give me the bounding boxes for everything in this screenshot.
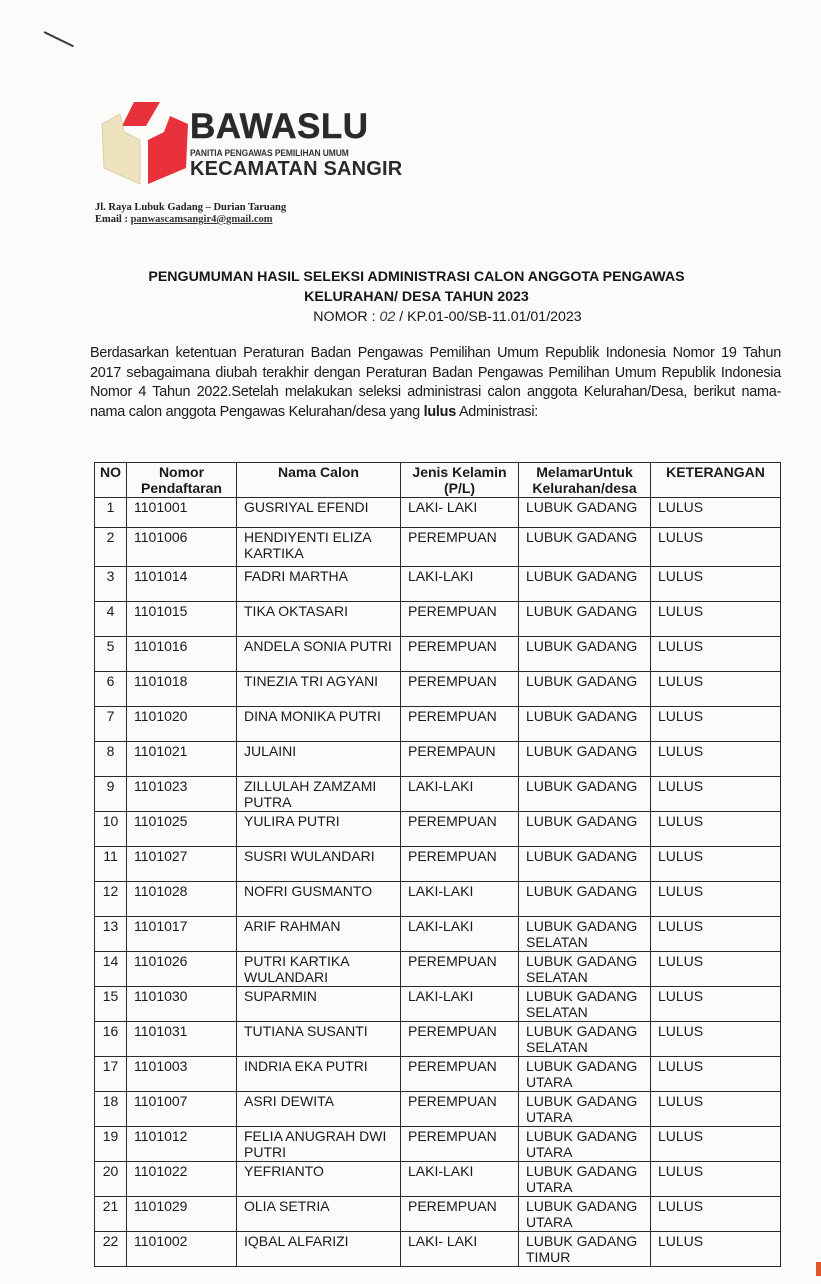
cell-nomor-pendaftaran: 1101014 <box>127 567 237 602</box>
cell-no: 7 <box>95 707 127 742</box>
cell-keterangan: LULUS <box>651 1232 781 1267</box>
cell-jenis-kelamin: LAKI- LAKI <box>401 1232 519 1267</box>
table-row <box>95 672 781 707</box>
cell-no: 19 <box>95 1127 127 1162</box>
cell-no: 3 <box>95 567 127 602</box>
cell-jenis-kelamin: PEREMPUAN <box>401 847 519 882</box>
cell-nama-calon: HENDIYENTI ELIZA KARTIKA <box>237 528 401 567</box>
cell-kelurahan-desa: LUBUK GADANG <box>519 637 651 672</box>
cell-keterangan: LULUS <box>651 1092 781 1127</box>
table-row <box>95 1057 781 1092</box>
cell-nama-calon: YULIRA PUTRI <box>237 812 401 847</box>
cell-nama-calon: ANDELA SONIA PUTRI <box>237 637 401 672</box>
letterhead-brand <box>190 108 402 180</box>
cell-kelurahan-desa: LUBUK GADANG SELATAN <box>519 1022 651 1057</box>
results-table <box>94 462 781 1267</box>
cell-nama-calon: TUTIANA SUSANTI <box>237 1022 401 1057</box>
cell-nomor-pendaftaran: 1101028 <box>127 882 237 917</box>
cell-keterangan: LULUS <box>651 1057 781 1092</box>
nomor-prefix: NOMOR : <box>313 309 380 325</box>
cell-keterangan: LULUS <box>651 882 781 917</box>
cell-nama-calon: ZILLULAH ZAMZAMI PUTRA <box>237 777 401 812</box>
cell-jenis-kelamin: LAKI-LAKI <box>401 987 519 1022</box>
cell-keterangan: LULUS <box>651 637 781 672</box>
header-melamar-untuk: MelamarUntuk Kelurahan/desa <box>519 463 651 498</box>
table-body <box>95 498 781 1267</box>
table-header-row <box>95 463 781 498</box>
cell-no: 17 <box>95 1057 127 1092</box>
table-row <box>95 987 781 1022</box>
intro-tail: Administrasi: <box>455 403 539 420</box>
cell-nomor-pendaftaran: 1101002 <box>127 1232 237 1267</box>
cell-jenis-kelamin: LAKI-LAKI <box>401 567 519 602</box>
cell-nama-calon: NOFRI GUSMANTO <box>237 882 401 917</box>
cell-nomor-pendaftaran: 1101025 <box>127 812 237 847</box>
cell-kelurahan-desa: LUBUK GADANG <box>519 498 651 528</box>
cell-no: 13 <box>95 917 127 952</box>
cell-jenis-kelamin: PEREMPUAN <box>401 1092 519 1127</box>
cell-jenis-kelamin: PEREMPAUN <box>401 742 519 777</box>
cell-no: 21 <box>95 1197 127 1232</box>
table-row <box>95 528 781 567</box>
cell-kelurahan-desa: LUBUK GADANG <box>519 602 651 637</box>
cell-nama-calon: PUTRI KARTIKA WULANDARI <box>237 952 401 987</box>
cell-nomor-pendaftaran: 1101016 <box>127 637 237 672</box>
cell-no: 10 <box>95 812 127 847</box>
cell-jenis-kelamin: PEREMPUAN <box>401 952 519 987</box>
cell-keterangan: LULUS <box>651 672 781 707</box>
cell-no: 15 <box>95 987 127 1022</box>
pen-stroke-mark <box>44 31 75 47</box>
cell-keterangan: LULUS <box>651 1127 781 1162</box>
cell-kelurahan-desa: LUBUK GADANG UTARA <box>519 1162 651 1197</box>
cell-keterangan: LULUS <box>651 917 781 952</box>
cell-nama-calon: TINEZIA TRI AGYANI <box>237 672 401 707</box>
cell-kelurahan-desa: LUBUK GADANG SELATAN <box>519 917 651 952</box>
cell-keterangan: LULUS <box>651 812 781 847</box>
cell-no: 6 <box>95 672 127 707</box>
cell-nomor-pendaftaran: 1101029 <box>127 1197 237 1232</box>
cell-kelurahan-desa: LUBUK GADANG UTARA <box>519 1197 651 1232</box>
cell-jenis-kelamin: PEREMPUAN <box>401 1127 519 1162</box>
cell-kelurahan-desa: LUBUK GADANG <box>519 742 651 777</box>
cell-kelurahan-desa: LUBUK GADANG TIMUR <box>519 1232 651 1267</box>
cell-no: 4 <box>95 602 127 637</box>
cell-jenis-kelamin: LAKI-LAKI <box>401 777 519 812</box>
heading-line-2: KELURAHAN/ DESA TAHUN 2023 <box>304 289 529 305</box>
table-row <box>95 637 781 672</box>
header-nama-calon: Nama Calon <box>237 463 401 498</box>
cell-nama-calon: SUPARMIN <box>237 987 401 1022</box>
cell-keterangan: LULUS <box>651 498 781 528</box>
cell-no: 2 <box>95 528 127 567</box>
cell-keterangan: LULUS <box>651 567 781 602</box>
table-row <box>95 952 781 987</box>
cell-nama-calon: ARIF RAHMAN <box>237 917 401 952</box>
cell-nomor-pendaftaran: 1101017 <box>127 917 237 952</box>
cell-nomor-pendaftaran: 1101023 <box>127 777 237 812</box>
cell-no: 22 <box>95 1232 127 1267</box>
cell-nama-calon: GUSRIYAL EFENDI <box>237 498 401 528</box>
cell-kelurahan-desa: LUBUK GADANG <box>519 707 651 742</box>
table-row <box>95 602 781 637</box>
table-row <box>95 1127 781 1162</box>
intro-bold-word: lulus <box>423 403 456 420</box>
email-line <box>95 214 286 226</box>
cell-jenis-kelamin: LAKI- LAKI <box>401 498 519 528</box>
cell-keterangan: LULUS <box>651 707 781 742</box>
document-number <box>0 307 821 327</box>
cell-jenis-kelamin: LAKI-LAKI <box>401 1162 519 1197</box>
cell-kelurahan-desa: LUBUK GADANG <box>519 672 651 707</box>
letterhead-address-block <box>95 202 286 226</box>
cell-no: 20 <box>95 1162 127 1197</box>
table-row <box>95 777 781 812</box>
cell-kelurahan-desa: LUBUK GADANG <box>519 777 651 812</box>
cell-kelurahan-desa: LUBUK GADANG UTARA <box>519 1057 651 1092</box>
cell-nama-calon: FELIA ANUGRAH DWI PUTRI <box>237 1127 401 1162</box>
heading-line-1: PENGUMUMAN HASIL SELEKSI ADMINISTRASI CALON ANGGOTA PENGAWAS <box>148 269 685 285</box>
cell-kelurahan-desa: LUBUK GADANG <box>519 528 651 567</box>
cell-keterangan: LULUS <box>651 777 781 812</box>
cell-nomor-pendaftaran: 1101030 <box>127 987 237 1022</box>
table-row <box>95 882 781 917</box>
table-row <box>95 812 781 847</box>
cell-nomor-pendaftaran: 1101007 <box>127 1092 237 1127</box>
cell-no: 8 <box>95 742 127 777</box>
cell-nomor-pendaftaran: 1101001 <box>127 498 237 528</box>
cell-jenis-kelamin: PEREMPUAN <box>401 812 519 847</box>
cell-jenis-kelamin: PEREMPUAN <box>401 1057 519 1092</box>
table-row <box>95 742 781 777</box>
cell-nama-calon: ASRI DEWITA <box>237 1092 401 1127</box>
address-line: Jl. Raya Lubuk Gadang – Durian Taruang <box>95 202 287 213</box>
cell-nama-calon: SUSRI WULANDARI <box>237 847 401 882</box>
cell-nomor-pendaftaran: 1101031 <box>127 1022 237 1057</box>
cell-keterangan: LULUS <box>651 847 781 882</box>
cell-nomor-pendaftaran: 1101026 <box>127 952 237 987</box>
table-row <box>95 1092 781 1127</box>
cell-kelurahan-desa: LUBUK GADANG <box>519 812 651 847</box>
cell-keterangan: LULUS <box>651 1162 781 1197</box>
cell-no: 11 <box>95 847 127 882</box>
cell-nama-calon: YEFRIANTO <box>237 1162 401 1197</box>
cell-jenis-kelamin: LAKI-LAKI <box>401 917 519 952</box>
cell-kelurahan-desa: LUBUK GADANG <box>519 847 651 882</box>
cell-nomor-pendaftaran: 1101021 <box>127 742 237 777</box>
table-row <box>95 1162 781 1197</box>
cell-keterangan: LULUS <box>651 528 781 567</box>
cell-no: 1 <box>95 498 127 528</box>
table-row <box>95 567 781 602</box>
cell-nomor-pendaftaran: 1101022 <box>127 1162 237 1197</box>
cell-keterangan: LULUS <box>651 987 781 1022</box>
cell-nama-calon: DINA MONIKA PUTRI <box>237 707 401 742</box>
cell-nomor-pendaftaran: 1101027 <box>127 847 237 882</box>
cell-jenis-kelamin: PEREMPUAN <box>401 672 519 707</box>
cell-keterangan: LULUS <box>651 1022 781 1057</box>
brand-name: BAWASLU <box>190 107 369 146</box>
page-edge-marker <box>816 1262 821 1276</box>
cell-no: 12 <box>95 882 127 917</box>
table-row <box>95 1197 781 1232</box>
cell-jenis-kelamin: PEREMPUAN <box>401 602 519 637</box>
document-heading <box>0 267 821 327</box>
cell-nama-calon: IQBAL ALFARIZI <box>237 1232 401 1267</box>
cell-jenis-kelamin: PEREMPUAN <box>401 707 519 742</box>
cell-jenis-kelamin: PEREMPUAN <box>401 528 519 567</box>
cell-kelurahan-desa: LUBUK GADANG SELATAN <box>519 987 651 1022</box>
cell-keterangan: LULUS <box>651 952 781 987</box>
cell-kelurahan-desa: LUBUK GADANG SELATAN <box>519 952 651 987</box>
header-no: NO <box>95 463 127 498</box>
table-row <box>95 1232 781 1267</box>
cell-nomor-pendaftaran: 1101018 <box>127 672 237 707</box>
cell-nama-calon: INDRIA EKA PUTRI <box>237 1057 401 1092</box>
brand-subtitle: PANITIA PENGAWAS PEMILIHAN UMUM <box>190 148 349 158</box>
cell-nama-calon: OLIA SETRIA <box>237 1197 401 1232</box>
nomor-suffix: / KP.01-00/SB-11.01/01/2023 <box>395 309 582 325</box>
intro-paragraph <box>90 344 781 422</box>
header-keterangan: KETERANGAN <box>651 463 781 498</box>
cell-jenis-kelamin: PEREMPUAN <box>401 1022 519 1057</box>
cell-no: 14 <box>95 952 127 987</box>
cell-no: 9 <box>95 777 127 812</box>
bawaslu-logo-icon <box>98 98 190 190</box>
cell-jenis-kelamin: PEREMPUAN <box>401 637 519 672</box>
header-nomor-pendaftaran: Nomor Pendaftaran <box>127 463 237 498</box>
cell-kelurahan-desa: LUBUK GADANG UTARA <box>519 1127 651 1162</box>
cell-nama-calon: FADRI MARTHA <box>237 567 401 602</box>
cell-keterangan: LULUS <box>651 602 781 637</box>
cell-jenis-kelamin: PEREMPUAN <box>401 1197 519 1232</box>
cell-no: 16 <box>95 1022 127 1057</box>
header-jenis-kelamin: Jenis Kelamin (P/L) <box>401 463 519 498</box>
cell-kelurahan-desa: LUBUK GADANG <box>519 567 651 602</box>
cell-nomor-pendaftaran: 1101015 <box>127 602 237 637</box>
cell-keterangan: LULUS <box>651 1197 781 1232</box>
cell-nama-calon: TIKA OKTASARI <box>237 602 401 637</box>
cell-nomor-pendaftaran: 1101006 <box>127 528 237 567</box>
cell-keterangan: LULUS <box>651 742 781 777</box>
cell-nomor-pendaftaran: 1101012 <box>127 1127 237 1162</box>
cell-nomor-pendaftaran: 1101003 <box>127 1057 237 1092</box>
table-row <box>95 917 781 952</box>
table-row <box>95 1022 781 1057</box>
email-label: Email : <box>95 214 131 225</box>
cell-nama-calon: JULAINI <box>237 742 401 777</box>
cell-no: 18 <box>95 1092 127 1127</box>
nomor-handwritten-number: 02 <box>379 309 396 325</box>
cell-no: 5 <box>95 637 127 672</box>
cell-kelurahan-desa: LUBUK GADANG <box>519 882 651 917</box>
intro-text: Berdasarkan ketentuan Peraturan Badan Pengawas Pemilihan Umum Republik Indonesia Nomor 19 Tahun 2017 sebagaimana diubah terakhir dengan Peraturan Badan Pengawas Pemilihan Umum Republik Indonesia Nomor 4 Tahun 2022.Setelah melakukan seleksi administrasi calon anggota Kelurahan/Desa, berikut nama-nama calon anggota Pengawas Kelurahan/desa yang <box>90 345 781 420</box>
table-row <box>95 847 781 882</box>
brand-district: KECAMATAN SANGIR <box>190 158 403 180</box>
table-row <box>95 498 781 528</box>
cell-nomor-pendaftaran: 1101020 <box>127 707 237 742</box>
cell-kelurahan-desa: LUBUK GADANG UTARA <box>519 1092 651 1127</box>
email-link[interactable]: panwascamsangir4@gmail.com <box>130 214 273 225</box>
cell-jenis-kelamin: LAKI-LAKI <box>401 882 519 917</box>
table-row <box>95 707 781 742</box>
